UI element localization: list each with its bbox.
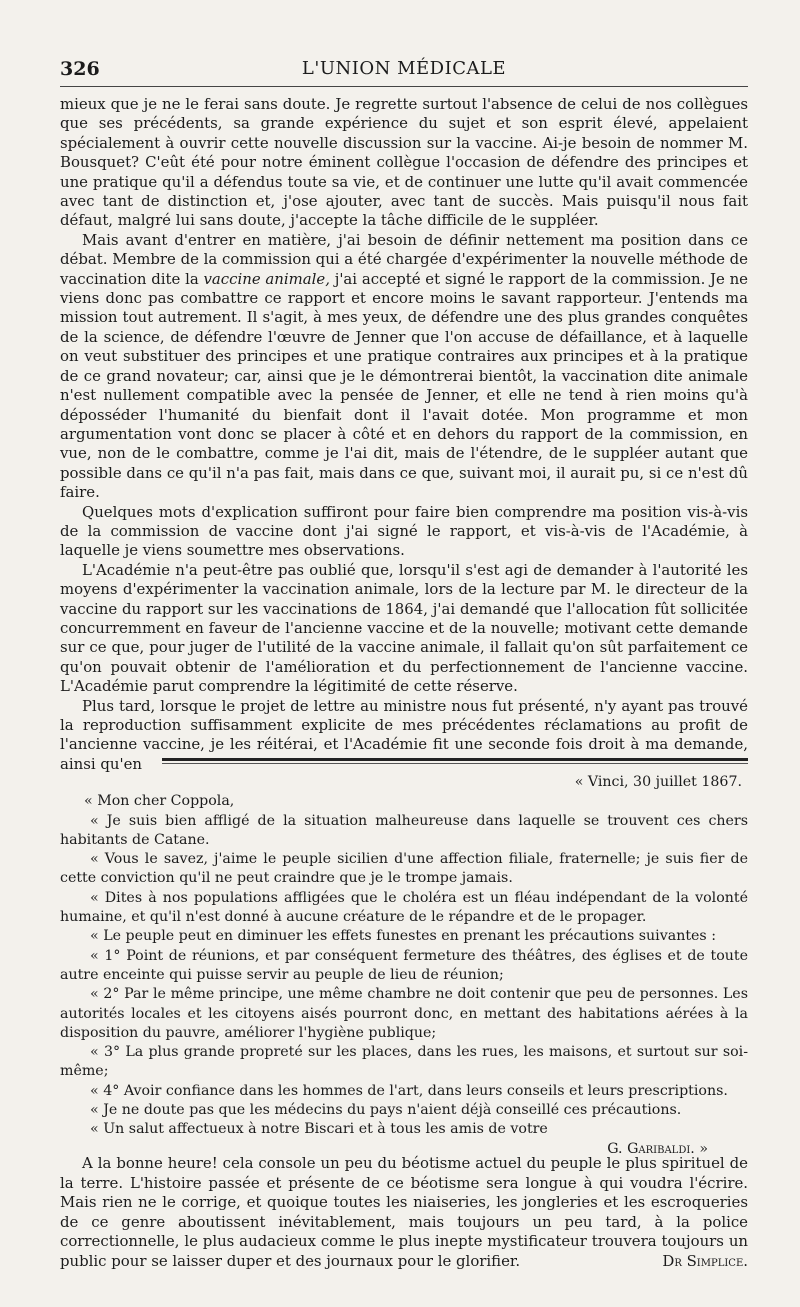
vaccine-animale-italic: vaccine animale,	[203, 269, 330, 288]
letter-line-2: « Vous le savez, j'aime le peuple sicilien d'une affection filiale, fraternelle; je suis fier de cette conviction qu'il ne peut craindre que je le trompe jamais.	[60, 851, 748, 887]
letter-line-9: « Je ne doute pas que les médecins du pays n'aient déjà conseillé ces précautions.	[90, 1102, 682, 1119]
section-separator	[162, 758, 748, 761]
closing-paragraph	[60, 1154, 748, 1272]
paragraph-5: Plus tard, lorsque le projet de lettre au ministre nous fut présenté, n'y ayant pas trouvé la reproduction suffisamment explicite de mes précédentes réclamations au profit de l'ancienne vaccine, je les réitérai, et l'Académie fit une seconde fois droit à ma demande, ainsi qu'en	[60, 696, 748, 773]
garibaldi-letter	[60, 773, 748, 1159]
page-header	[60, 58, 748, 84]
letter-line-4: « Le peuple peut en diminuer les effets funestes en prenant les précautions suivantes :	[90, 928, 716, 945]
letter-line-6: « 2° Par le même principe, une même chambre ne doit contenir que peu de personnes. Les autorités locales et les citoyens aisés pourront donc, en mettant des habitations aérées à la disposition du pauvre, améliorer l'hygiène publique;	[60, 986, 748, 1041]
closing-paragraph-text: A la bonne heure! cela console un peu du béotisme actuel du peuple le plus spirituel de la terre. L'histoire passée et présente de ce béotisme sera longue à qui voudra l'écrire. Mais rien ne le corrige, et quoique toutes les niaiseries, les jongleries et les escroqueries de ce genre aboutissent inévitablement, mais toujours un peu tard, à la police correctionnelle, le plus audacieux comme le plus inepte mystificateur trouvera toujours un public pour se laisser duper et des journaux pour le glorifier.	[60, 1154, 748, 1270]
letter-line-1: « Je suis bien affligé de la situation malheureuse dans laquelle se trouvent ces chers habitants de Catane.	[60, 812, 748, 848]
author-signature: Dr Simplice.	[662, 1251, 748, 1270]
letter-signature: G. Garibaldi. »	[607, 1140, 708, 1157]
page-number: 326	[60, 58, 100, 80]
journal-title: L'UNION MÉDICALE	[301, 58, 507, 79]
letter-salutation: « Mon cher Coppola,	[84, 793, 235, 810]
closing-text	[60, 1154, 748, 1272]
paragraph-3: Quelques mots d'explication suffiront pour faire bien comprendre ma position vis-à-vis de la commission de vaccine dont j'ai signé le rapport, et vis-à-vis de l'Académie, à laquelle je viens soumettre mes observations.	[60, 502, 748, 560]
paragraph-4: L'Académie n'a peut-être pas oublié que, lorsqu'il s'est agi de demander à l'autorité les moyens d'expérimenter la vaccination animale, lors de la lecture par M. le directeur de la vaccine du rapport sur les vaccinations de 1864, j'ai demandé que l'allocation fût sollicitée concurremment en faveur de l'ancienne vaccine et de la nouvelle; motivant cette demande sur ce que, pour juger de l'utilité de la vaccine animale, il fallait qu'on sût parfaitement ce qu'on pouvait obtenir de l'amélioration et du perfectionnement de l'ancienne vaccine. L'Académie parut comprendre la légitimité de cette réserve.	[60, 560, 748, 696]
letter-line-3: « Dites à nos populations affligées que le choléra est un fléau indépendant de la volonté humaine, et qu'il n'est donné à aucune créature de le répandre et de le propager.	[60, 889, 748, 926]
letter-line-8: « 4° Avoir confiance dans les hommes de l'art, dans leurs conseils et leurs prescriptions.	[90, 1082, 728, 1099]
paragraph-1: mieux que je ne le ferai sans doute. Je regrette surtout l'absence de celui de nos collègues que ses précédents, sa grande expérience du sujet et son esprit élevé, appelaient spécialement à ouvrir cette nouvelle discussion sur la vaccine. Ai-je besoin de nommer M. Bousquet? C'eût été pour notre éminent collègue l'occasion de défendre des principes et une pratique qu'il a défendus toute sa vie, et de continuer une lutte qu'il avait commencée avec tant de distinction et, j'ose ajouter, avec tant de succès. Mais puisqu'il nous fait défaut, malgré lui sans doute, j'accepte la tâche difficile de le suppléer.	[60, 95, 748, 230]
letter-line-7: « 3° La plus grande propreté sur les places, dans les rues, les maisons, et surtout sur soi-même;	[60, 1044, 748, 1080]
letter-line-10: « Un salut affectueux à notre Biscari et à tous les amis de votre	[90, 1121, 548, 1138]
header-rule	[60, 86, 748, 87]
paragraph-2-part-a: Mais avant d'entrer en matière, j'ai besoin de définir nettement ma position dans ce débat. Membre de la commission qui a été chargée d'expérimenter la nouvelle méthode de vaccination dite la	[60, 230, 748, 288]
main-text	[60, 95, 748, 774]
paragraph-2-part-b: j'ai accepté et signé le rapport de la commission. Je ne viens donc pas combattre ce rapport et encore moins le savant rapporteur. J'entends ma mission tout autrement. Il s'agit, à mes yeux, de défendre une des plus grandes conquêtes de la science, de défendre l'œuvre de Jenner que l'on accuse de défaillance, et à laquelle on veut substituer des principes et une pratique contraires aux principes et à la pratique de ce grand novateur; car, ainsi que je le démontrerai bientôt, la vaccination dite animale n'est nullement compatible avec la pensée de Jenner, et elle ne tend à rien moins qu'à déposséder l'humanité du bienfait dont il l'avait dotée. Mon programme et mon argumentation vont donc se placer à côté et en dehors du rapport de la commission, en vue, non de le combattre, comme je l'ai dit, mais de l'étendre, de le suppléer autant que possible dans ce qu'il n'a pas fait, mais dans ce que, suivant moi, il aurait pu, si ce n'est dû faire.	[60, 269, 748, 502]
section-separator-thin	[162, 763, 748, 764]
paragraph-2	[60, 231, 748, 503]
letter-line-5: « 1° Point de réunions, et par conséquent fermeture des théâtres, des églises et de toute autre enceinte qui puisse servir au peuple de lieu de réunion;	[60, 947, 748, 983]
letter-dateline: « Vinci, 30 juillet 1867.	[574, 774, 742, 790]
